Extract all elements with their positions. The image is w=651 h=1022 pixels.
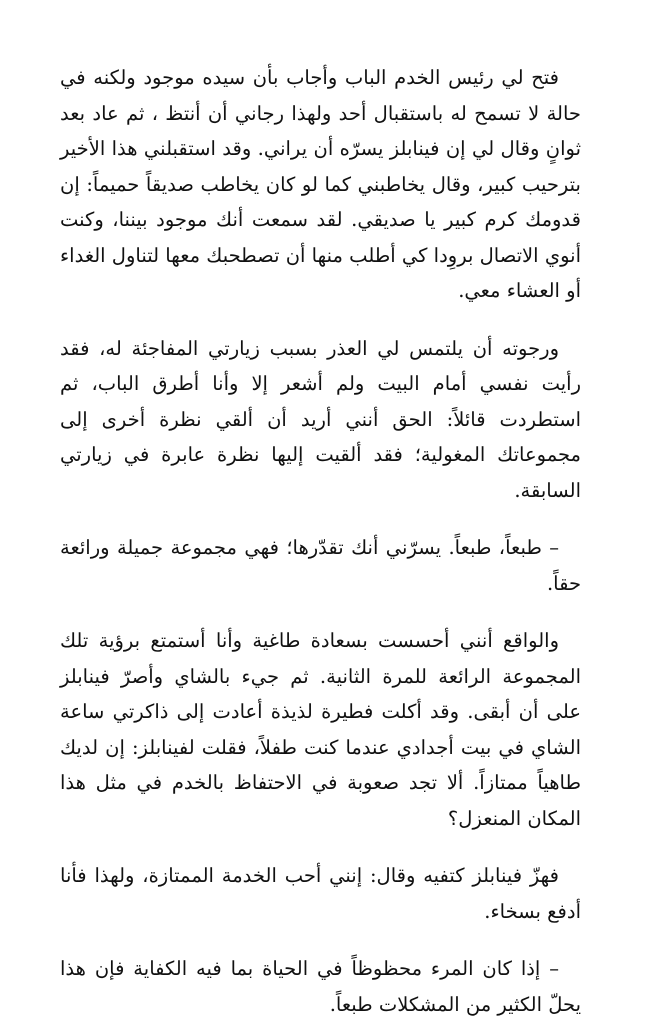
paragraph-dialogue-collection: – طبعاً، طبعاً. يسرّني أنك تقدّرها؛ فهي مجموعة جميلة ورائعة حقاً. [60, 536, 581, 595]
paragraph-apology-visit: ورجوته أن يلتمس لي العذر بسبب زيارتي المفاجئة له، فقد رأيت نفسي أمام البيت ولم أشعر إلا وأنا أطرق الباب، ثم استطردت قائلاً: الحق أنني أريد أن ألقي نظرة أخرى إلى مجموعاتك المغولية؛ فقد ألقيت إليها نظرة عابرة في زيارتي السابقة. [60, 336, 581, 502]
paragraph-butler-answers-door: فتح لي رئيس الخدم الباب وأجاب بأن سيده موجود ولكنه في حالة لا تسمح له باستقبال أحد ولهذا رجاني أن أنتظ ، ثم عاد بعد ثوانٍ وقال لي إن فينابلز يسرّه أن يراني. وقد استقبلني هذا الأخير بترحيب كبير، وقال يخاطبني كما لو كان يخاطب صديقاً حميماً: إن قدومك كرم كبير يا صديقي. لقد سمعت أنك موجود بيننا، وكنت أنوي الاتصال بروِدا كي أطلب منها أن تصطحبك معها لتناول الغداء أو العشاء معي. [60, 66, 581, 302]
paragraph-dialogue-fortunate: – إذا كان المرء محظوظاً في الحياة بما فيه الكفاية فإن هذا يحلّ الكثير من المشكلات طبعاً. [60, 957, 581, 1016]
paragraph-venables-shrugs: فهزّ فينابلز كتفيه وقال: إنني أحب الخدمة الممتازة، ولهذا فأنا أدفع بسخاء. [60, 864, 581, 923]
paragraph-tea-and-cake: والواقع أنني أحسست بسعادة طاغية وأنا أستمتع برؤية تلك المجموعة الرائعة للمرة الثانية. ثم جيء بالشاي وأصرّ فينابلز على أن أبقى. وقد أكلت فطيرة لذيذة أعادت إلى ذاكرتي ساعة الشاي في بيت أجدادي عندما كنت طفلاً، فقلت لفينابلز: إن لديك طاهياً ممتازاً. ألا تجد صعوبة في الاحتفاظ بالخدم في مثل هذا المكان المنعزل؟ [60, 629, 581, 830]
